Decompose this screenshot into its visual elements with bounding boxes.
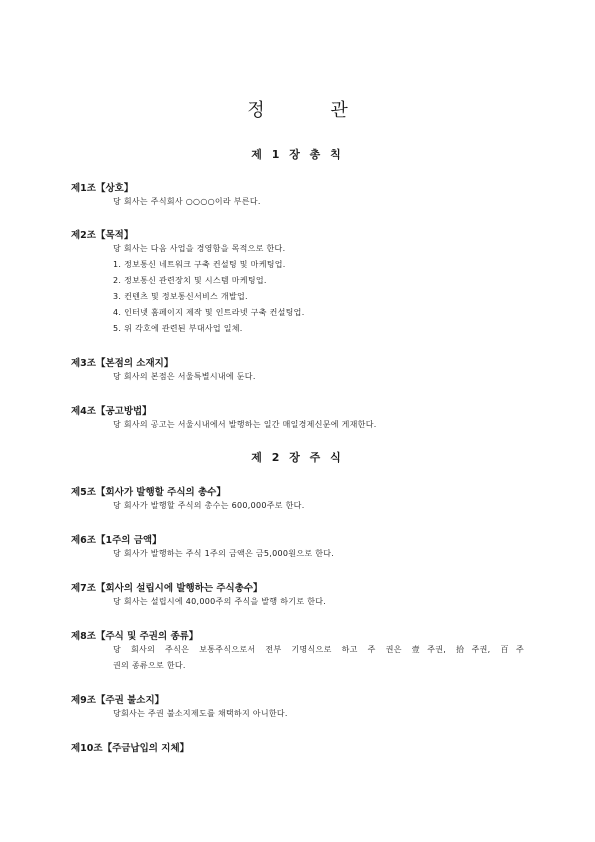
article-4-line: 당 회사의 공고는 서울시내에서 발행하는 일간 매일경제신문에 게재한다.	[113, 420, 377, 429]
article-heading-3: 제3조【본점의 소재지】	[71, 358, 174, 369]
article-6-line: 당 회사가 발행하는 주식 1주의 금액은 금5,000원으로 한다.	[113, 549, 335, 558]
article-2-line: 3. 컨텐츠 및 정보통신서비스 개발업.	[113, 292, 248, 301]
article-2-line: 2. 정보통신 관련장치 및 시스템 마케팅업.	[113, 276, 267, 285]
chapter-heading-2: 제 2 장 주 식	[251, 451, 344, 464]
chapter-heading-1: 제 1 장 총 칙	[251, 148, 344, 161]
article-2-line: 4. 인터넷 홈페이지 제작 및 인트라넷 구축 컨설팅업.	[113, 308, 305, 317]
article-heading-4: 제4조【공고방법】	[71, 406, 152, 417]
article-2-line: 5. 위 각호에 관련된 부대사업 일체.	[113, 324, 243, 333]
article-heading-10: 제10조【주금납입의 지체】	[71, 743, 190, 754]
article-2-line: 1. 정보통신 네트워크 구축 컨설팅 및 마케팅업.	[113, 260, 286, 269]
article-heading-7: 제7조【회사의 설립시에 발행하는 주식총수】	[71, 583, 263, 594]
article-heading-9: 제9조【주권 불소지】	[71, 695, 165, 706]
article-8-line: 권의 종류으로 한다.	[113, 661, 186, 670]
article-3-line: 당 회사의 본점은 서울특별시내에 둔다.	[113, 372, 256, 381]
article-heading-1: 제1조【상호】	[71, 183, 134, 194]
document-title: 정 관	[247, 100, 378, 121]
article-9-line: 당회사는 주권 불소지제도를 채택하지 아니한다.	[113, 709, 288, 718]
article-8-line: 당 회사의 주식은 보통주식으로서 전부 기명식으로 하고 주 권은 壹주권, 拾주권, 百주	[113, 645, 524, 654]
article-7-line: 당 회사는 설립시에 40,000주의 주식을 발행 하기로 한다.	[113, 597, 327, 606]
article-heading-8: 제8조【주식 및 주권의 종류】	[71, 631, 199, 642]
article-5-line: 당 회사가 발행할 주식의 총수는 600,000주로 한다.	[113, 501, 305, 510]
article-heading-5: 제5조【회사가 발행할 주식의 총수】	[71, 487, 226, 498]
article-heading-2: 제2조【목적】	[71, 230, 134, 241]
article-2-line: 당 회사는 다음 사업을 경영함을 목적으로 한다.	[113, 244, 286, 253]
article-heading-6: 제6조【1주의 금액】	[71, 535, 162, 546]
article-1-line: 당 회사는 주식회사 ○○○○이라 부른다.	[113, 197, 261, 206]
